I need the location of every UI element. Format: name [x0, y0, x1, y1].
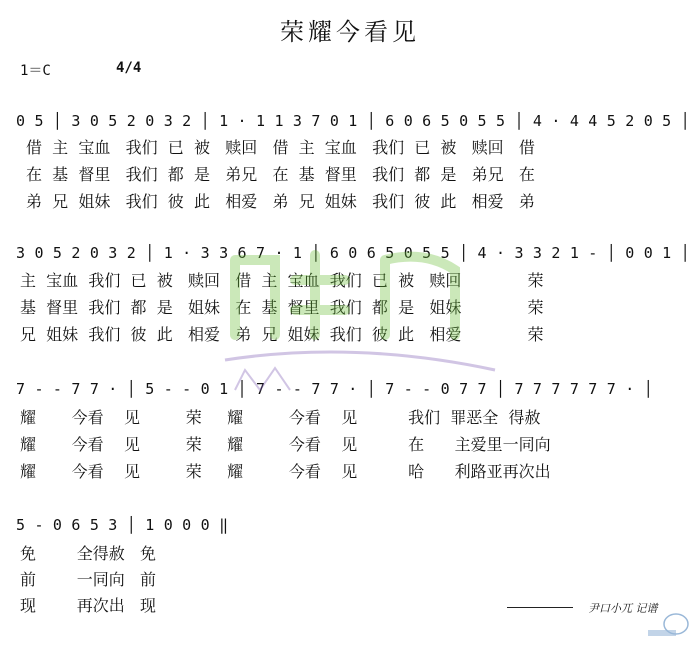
lyric-line-3-verse-1: 耀 今看 见 荣 耀 今看 见 我们 罪恶全 得赦	[20, 408, 541, 427]
key-signature: 1＝C	[20, 63, 51, 79]
notation-line-1: 0 5 │ 3 0 5 2 0 3 2 │ 1 · 1 1 3 7 0 1 │ 6 0 6 5 0 5 5 │ 4 · 4 4 5 2 0 5 │	[16, 112, 690, 130]
lyric-line-1-verse-3: 弟 兄 姐妹 我们 彼 此 相爱 弟 兄 姐妹 我们 彼 此 相爱 弟	[26, 192, 535, 211]
lyric-line-2-verse-3: 兄 姐妹 我们 彼 此 相爱 弟 兄 姐妹 我们 彼 此 相爱 荣	[20, 325, 544, 344]
song-title: 荣耀今看见	[280, 18, 420, 46]
lyric-line-3-verse-3: 耀 今看 见 荣 耀 今看 见 哈 利路亚再次出	[20, 462, 551, 481]
transcriber-credit: 尹口小兀 记谱	[588, 602, 658, 615]
watermark-logo	[205, 240, 505, 410]
lyric-line-1-verse-1: 借 主 宝血 我们 已 被 赎回 借 主 宝血 我们 已 被 赎回 借	[26, 138, 535, 157]
credit-rule	[507, 607, 573, 608]
time-signature: 4/4	[116, 60, 142, 76]
lyric-line-4-verse-3: 现 再次出 现	[20, 596, 156, 615]
lyric-line-3-verse-2: 耀 今看 见 荣 耀 今看 见 在 主爱里一同向	[20, 435, 551, 454]
lyric-line-4-verse-2: 前 一同向 前	[20, 570, 156, 589]
lyric-line-4-verse-1: 免 全得赦 免	[20, 544, 156, 563]
notation-line-2: 3 0 5 2 0 3 2 │ 1 · 3 3 6 7 · 1 │ 6 0 6 5 0 5 5 │ 4 · 3 3 2 1 - │ 0 0 1 │	[16, 244, 690, 262]
lyric-line-2-verse-2: 基 督里 我们 都 是 姐妹 在 基 督里 我们 都 是 姐妹 荣	[20, 298, 544, 317]
lyric-line-2-verse-1: 主 宝血 我们 已 被 赎回 借 主 宝血 我们 已 被 赎回 荣	[20, 271, 544, 290]
notation-line-3: 7 - - 7 7 · │ 5 - - 0 1 │ 7 - - 7 7 · │ 7 - - 0 7 7 │ 7 7 7 7 7 7 · │	[16, 380, 653, 398]
lyric-line-1-verse-2: 在 基 督里 我们 都 是 弟兄 在 基 督里 我们 都 是 弟兄 在	[26, 165, 535, 184]
notation-line-4: 5 - 0 6 5 3 │ 1 0 0 0 ‖	[16, 516, 229, 534]
corner-logo-icon	[646, 612, 690, 640]
